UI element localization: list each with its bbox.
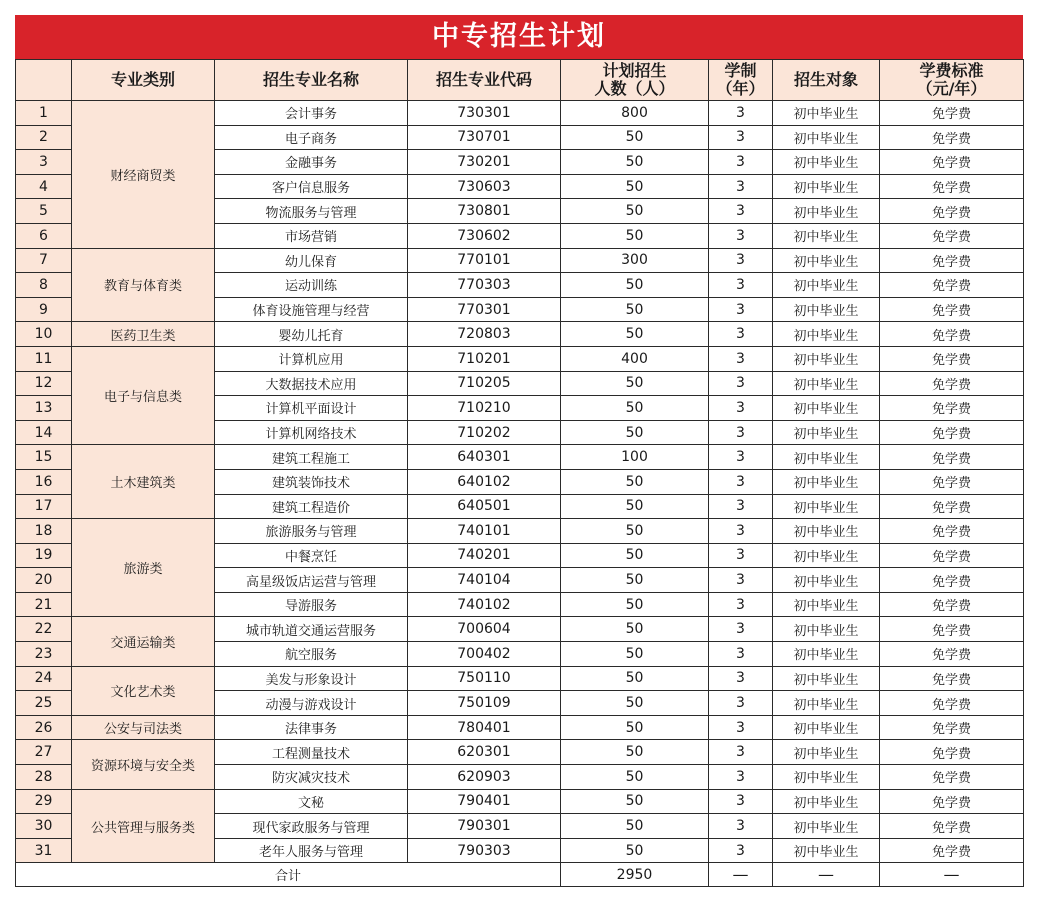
enrollment-table	[15, 59, 1024, 887]
target: 初中毕业生	[773, 199, 880, 224]
row-number: 28	[16, 765, 72, 790]
plan-count: 50	[561, 150, 709, 175]
category-cell: 教育与体育类	[72, 248, 215, 322]
plan-count: 50	[561, 789, 709, 814]
major-name: 法律事务	[215, 715, 408, 740]
years: 3	[709, 199, 773, 224]
target: 初中毕业生	[773, 322, 880, 347]
row-number: 18	[16, 519, 72, 544]
plan-count: 50	[561, 568, 709, 593]
major-code: 730801	[408, 199, 561, 224]
header-plan-count	[561, 60, 709, 101]
fee: 免学费	[880, 814, 1024, 839]
major-code: 740104	[408, 568, 561, 593]
row-number: 24	[16, 666, 72, 691]
fee: 免学费	[880, 519, 1024, 544]
row-number: 8	[16, 273, 72, 298]
target: 初中毕业生	[773, 715, 880, 740]
header-fee	[880, 60, 1024, 101]
header-row	[16, 60, 1024, 101]
header-category: 专业类别	[72, 60, 215, 101]
plan-count: 50	[561, 666, 709, 691]
row-number: 20	[16, 568, 72, 593]
years: 3	[709, 740, 773, 765]
fee: 免学费	[880, 715, 1024, 740]
total-years: —	[709, 863, 773, 887]
target: 初中毕业生	[773, 445, 880, 470]
row-number: 14	[16, 420, 72, 445]
table-body	[16, 101, 1024, 863]
fee: 免学费	[880, 494, 1024, 519]
header-fee-line1: 学费标准	[919, 61, 984, 80]
fee: 免学费	[880, 223, 1024, 248]
row-number: 29	[16, 789, 72, 814]
years: 3	[709, 814, 773, 839]
major-name: 建筑工程造价	[215, 494, 408, 519]
major-code: 740201	[408, 543, 561, 568]
row-number: 11	[16, 346, 72, 371]
fee: 免学费	[880, 789, 1024, 814]
plan-count: 400	[561, 346, 709, 371]
major-name: 金融事务	[215, 150, 408, 175]
years: 3	[709, 297, 773, 322]
plan-count: 50	[561, 543, 709, 568]
target: 初中毕业生	[773, 273, 880, 298]
major-code: 640501	[408, 494, 561, 519]
header-years-line2: （年）	[716, 79, 765, 98]
plan-count: 800	[561, 101, 709, 126]
major-code: 640301	[408, 445, 561, 470]
major-name: 物流服务与管理	[215, 199, 408, 224]
target: 初中毕业生	[773, 469, 880, 494]
years: 3	[709, 519, 773, 544]
target: 初中毕业生	[773, 371, 880, 396]
major-code: 700604	[408, 617, 561, 642]
table-row	[16, 101, 1024, 126]
row-number: 30	[16, 814, 72, 839]
row-number: 3	[16, 150, 72, 175]
fee: 免学费	[880, 420, 1024, 445]
row-number: 12	[16, 371, 72, 396]
fee: 免学费	[880, 617, 1024, 642]
years: 3	[709, 568, 773, 593]
major-code: 770101	[408, 248, 561, 273]
row-number: 17	[16, 494, 72, 519]
major-name: 建筑装饰技术	[215, 469, 408, 494]
target: 初中毕业生	[773, 223, 880, 248]
target: 初中毕业生	[773, 642, 880, 667]
row-number: 26	[16, 715, 72, 740]
major-code: 730602	[408, 223, 561, 248]
category-cell: 资源环境与安全类	[72, 740, 215, 789]
target: 初中毕业生	[773, 396, 880, 421]
major-code: 710201	[408, 346, 561, 371]
row-number: 9	[16, 297, 72, 322]
row-number: 5	[16, 199, 72, 224]
fee: 免学费	[880, 371, 1024, 396]
category-cell: 公安与司法类	[72, 715, 215, 740]
fee: 免学费	[880, 101, 1024, 126]
fee: 免学费	[880, 469, 1024, 494]
years: 3	[709, 420, 773, 445]
category-cell: 文化艺术类	[72, 666, 215, 715]
major-name: 会计事务	[215, 101, 408, 126]
years: 3	[709, 346, 773, 371]
major-code: 790301	[408, 814, 561, 839]
years: 3	[709, 765, 773, 790]
fee: 免学费	[880, 150, 1024, 175]
row-number: 22	[16, 617, 72, 642]
fee: 免学费	[880, 322, 1024, 347]
major-code: 740101	[408, 519, 561, 544]
header-index	[16, 60, 72, 101]
major-code: 790303	[408, 838, 561, 863]
row-number: 25	[16, 691, 72, 716]
plan-count: 50	[561, 592, 709, 617]
row-number: 21	[16, 592, 72, 617]
row-number: 27	[16, 740, 72, 765]
years: 3	[709, 248, 773, 273]
years: 3	[709, 273, 773, 298]
major-name: 现代家政服务与管理	[215, 814, 408, 839]
major-code: 730301	[408, 101, 561, 126]
category-cell: 医药卫生类	[72, 322, 215, 347]
plan-count: 50	[561, 469, 709, 494]
table-row	[16, 789, 1024, 814]
target: 初中毕业生	[773, 174, 880, 199]
row-number: 13	[16, 396, 72, 421]
major-code: 700402	[408, 642, 561, 667]
major-name: 防灾减灾技术	[215, 765, 408, 790]
major-code: 720803	[408, 322, 561, 347]
years: 3	[709, 150, 773, 175]
target: 初中毕业生	[773, 125, 880, 150]
fee: 免学费	[880, 346, 1024, 371]
plan-count: 50	[561, 519, 709, 544]
fee: 免学费	[880, 765, 1024, 790]
target: 初中毕业生	[773, 765, 880, 790]
plan-count: 50	[561, 396, 709, 421]
row-number: 23	[16, 642, 72, 667]
major-code: 710210	[408, 396, 561, 421]
fee: 免学费	[880, 199, 1024, 224]
target: 初中毕业生	[773, 789, 880, 814]
target: 初中毕业生	[773, 150, 880, 175]
major-name: 计算机应用	[215, 346, 408, 371]
fee: 免学费	[880, 568, 1024, 593]
row-number: 10	[16, 322, 72, 347]
years: 3	[709, 838, 773, 863]
total-count: 2950	[561, 863, 709, 887]
major-name: 建筑工程施工	[215, 445, 408, 470]
major-code: 770303	[408, 273, 561, 298]
plan-count: 50	[561, 765, 709, 790]
years: 3	[709, 396, 773, 421]
table-row	[16, 445, 1024, 470]
fee: 免学费	[880, 297, 1024, 322]
target: 初中毕业生	[773, 297, 880, 322]
total-fee: —	[880, 863, 1024, 887]
major-code: 620301	[408, 740, 561, 765]
years: 3	[709, 592, 773, 617]
enrollment-plan-sheet	[15, 15, 1023, 887]
target: 初中毕业生	[773, 346, 880, 371]
table-row	[16, 346, 1024, 371]
major-code: 790401	[408, 789, 561, 814]
major-name: 市场营销	[215, 223, 408, 248]
plan-count: 50	[561, 617, 709, 642]
major-code: 740102	[408, 592, 561, 617]
target: 初中毕业生	[773, 838, 880, 863]
major-name: 幼儿保育	[215, 248, 408, 273]
years: 3	[709, 223, 773, 248]
plan-count: 50	[561, 297, 709, 322]
category-cell: 交通运输类	[72, 617, 215, 666]
major-code: 770301	[408, 297, 561, 322]
years: 3	[709, 543, 773, 568]
major-name: 旅游服务与管理	[215, 519, 408, 544]
row-number: 19	[16, 543, 72, 568]
table-row	[16, 715, 1024, 740]
plan-count: 50	[561, 494, 709, 519]
plan-count: 50	[561, 371, 709, 396]
category-cell: 公共管理与服务类	[72, 789, 215, 863]
major-code: 710205	[408, 371, 561, 396]
plan-count: 100	[561, 445, 709, 470]
header-major-name: 招生专业名称	[215, 60, 408, 101]
total-label: 合计	[16, 863, 561, 887]
fee: 免学费	[880, 174, 1024, 199]
plan-count: 50	[561, 642, 709, 667]
years: 3	[709, 789, 773, 814]
major-name: 中餐烹饪	[215, 543, 408, 568]
major-name: 美发与形象设计	[215, 666, 408, 691]
years: 3	[709, 642, 773, 667]
table-row	[16, 617, 1024, 642]
major-name: 婴幼儿托育	[215, 322, 408, 347]
plan-count: 50	[561, 715, 709, 740]
major-name: 城市轨道交通运营服务	[215, 617, 408, 642]
major-name: 老年人服务与管理	[215, 838, 408, 863]
target: 初中毕业生	[773, 420, 880, 445]
row-number: 31	[16, 838, 72, 863]
target: 初中毕业生	[773, 543, 880, 568]
table-row	[16, 322, 1024, 347]
fee: 免学费	[880, 543, 1024, 568]
years: 3	[709, 101, 773, 126]
fee: 免学费	[880, 396, 1024, 421]
major-code: 750109	[408, 691, 561, 716]
major-name: 体育设施管理与经营	[215, 297, 408, 322]
years: 3	[709, 617, 773, 642]
header-years	[709, 60, 773, 101]
years: 3	[709, 125, 773, 150]
plan-count: 50	[561, 420, 709, 445]
plan-count: 50	[561, 814, 709, 839]
fee: 免学费	[880, 445, 1024, 470]
plan-count: 50	[561, 273, 709, 298]
row-number: 2	[16, 125, 72, 150]
fee: 免学费	[880, 592, 1024, 617]
header-plan-count-line1: 计划招生	[602, 61, 667, 80]
row-number: 7	[16, 248, 72, 273]
plan-count: 300	[561, 248, 709, 273]
years: 3	[709, 469, 773, 494]
years: 3	[709, 322, 773, 347]
fee: 免学费	[880, 740, 1024, 765]
fee: 免学费	[880, 125, 1024, 150]
fee: 免学费	[880, 248, 1024, 273]
header-plan-count-line2: 人数（人）	[594, 79, 675, 98]
fee: 免学费	[880, 642, 1024, 667]
table-row	[16, 519, 1024, 544]
category-cell: 土木建筑类	[72, 445, 215, 519]
major-code: 780401	[408, 715, 561, 740]
major-code: 730603	[408, 174, 561, 199]
target: 初中毕业生	[773, 519, 880, 544]
header-target: 招生对象	[773, 60, 880, 101]
target: 初中毕业生	[773, 592, 880, 617]
plan-count: 50	[561, 838, 709, 863]
years: 3	[709, 666, 773, 691]
total-row	[16, 863, 1024, 887]
major-code: 710202	[408, 420, 561, 445]
target: 初中毕业生	[773, 814, 880, 839]
plan-count: 50	[561, 740, 709, 765]
table-row	[16, 666, 1024, 691]
plan-count: 50	[561, 322, 709, 347]
plan-count: 50	[561, 174, 709, 199]
major-name: 大数据技术应用	[215, 371, 408, 396]
header-major-code: 招生专业代码	[408, 60, 561, 101]
total-target: —	[773, 863, 880, 887]
major-name: 动漫与游戏设计	[215, 691, 408, 716]
major-name: 运动训练	[215, 273, 408, 298]
major-name: 计算机网络技术	[215, 420, 408, 445]
target: 初中毕业生	[773, 666, 880, 691]
table-row	[16, 740, 1024, 765]
years: 3	[709, 371, 773, 396]
table-row	[16, 248, 1024, 273]
plan-count: 50	[561, 199, 709, 224]
target: 初中毕业生	[773, 101, 880, 126]
target: 初中毕业生	[773, 494, 880, 519]
row-number: 1	[16, 101, 72, 126]
category-cell: 电子与信息类	[72, 346, 215, 444]
row-number: 16	[16, 469, 72, 494]
major-name: 电子商务	[215, 125, 408, 150]
row-number: 4	[16, 174, 72, 199]
major-name: 工程测量技术	[215, 740, 408, 765]
fee: 免学费	[880, 273, 1024, 298]
years: 3	[709, 691, 773, 716]
years: 3	[709, 494, 773, 519]
major-code: 730701	[408, 125, 561, 150]
major-name: 导游服务	[215, 592, 408, 617]
fee: 免学费	[880, 666, 1024, 691]
fee: 免学费	[880, 838, 1024, 863]
years: 3	[709, 715, 773, 740]
plan-count: 50	[561, 691, 709, 716]
fee: 免学费	[880, 691, 1024, 716]
plan-count: 50	[561, 125, 709, 150]
row-number: 15	[16, 445, 72, 470]
major-name: 高星级饭店运营与管理	[215, 568, 408, 593]
major-code: 620903	[408, 765, 561, 790]
years: 3	[709, 445, 773, 470]
plan-count: 50	[561, 223, 709, 248]
target: 初中毕业生	[773, 568, 880, 593]
major-name: 航空服务	[215, 642, 408, 667]
row-number: 6	[16, 223, 72, 248]
page-title: 中专招生计划	[15, 15, 1023, 59]
target: 初中毕业生	[773, 617, 880, 642]
header-fee-line2: （元/年）	[916, 79, 987, 98]
target: 初中毕业生	[773, 691, 880, 716]
category-cell: 旅游类	[72, 519, 215, 617]
years: 3	[709, 174, 773, 199]
header-years-line1: 学制	[724, 61, 757, 80]
major-name: 计算机平面设计	[215, 396, 408, 421]
target: 初中毕业生	[773, 740, 880, 765]
major-code: 730201	[408, 150, 561, 175]
major-name: 文秘	[215, 789, 408, 814]
target: 初中毕业生	[773, 248, 880, 273]
major-name: 客户信息服务	[215, 174, 408, 199]
category-cell: 财经商贸类	[72, 101, 215, 249]
major-code: 750110	[408, 666, 561, 691]
major-code: 640102	[408, 469, 561, 494]
